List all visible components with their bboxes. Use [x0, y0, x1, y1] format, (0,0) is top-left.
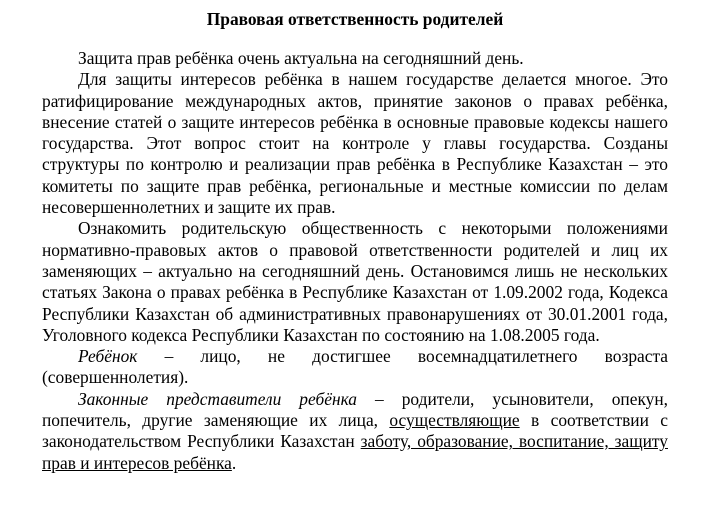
document-title: Правовая ответственность родителей [206, 9, 504, 29]
definition-text-3: . [231, 452, 237, 473]
paragraph-child-definition [42, 346, 668, 389]
term-legal-representatives: Законные представители ребёнка [78, 388, 357, 409]
definition-child: – лицо, не достигшее восемнадцатилетнего возраста (совершеннолетия). [42, 346, 668, 388]
underlined-exercising: осуществляющие [389, 410, 520, 431]
term-child: Ребёнок [78, 346, 138, 367]
paragraph-legal-representatives [42, 389, 668, 474]
definition-text-1: – родители, усыновители, опекун, попечитель, другие заменяющие их лица, [42, 388, 668, 431]
underlined-duties: заботу, образование, воспитание, защиту прав и интересов ребёнка [42, 431, 668, 473]
definition-text-2: в соответствии с законодательством Республики Казахстан [42, 410, 668, 452]
paragraph-state-measures: Для защиты интересов ребёнка в нашем государстве делается многое. Это ратифицирование международных актов, принятие законов о правах ребёнка, внесение статей о защите интересов ребёнка в основные правовые кодексы нашего государства. Этот вопрос стоит на контроле у главы государства. Созданы структуры по контролю и реализации прав ребёнка в Республике Казахстан – это комитеты по защите прав ребёнка, региональные и местные комиссии по делам несовершеннолетних и защите их прав. [42, 69, 668, 218]
paragraph-legal-acts: Ознакомить родительскую общественность с некоторыми положениями нормативно-правовых актов о правовой ответственности родителей и лиц их заменяющих – актуально на сегодняшний день. Остановимся лишь не нескольких статьях Закона о правах ребёнка в Республике Казахстан от 1.09.2002 года, Кодекса Республики Казахстан об административных правонарушениях от 30.01.2001 года, Уголовного кодекса Республики Казахстан по состоянию на 1.08.2005 года. [42, 218, 668, 345]
paragraph-intro: Защита прав ребёнка очень актуальна на сегодняшний день. [78, 48, 524, 68]
